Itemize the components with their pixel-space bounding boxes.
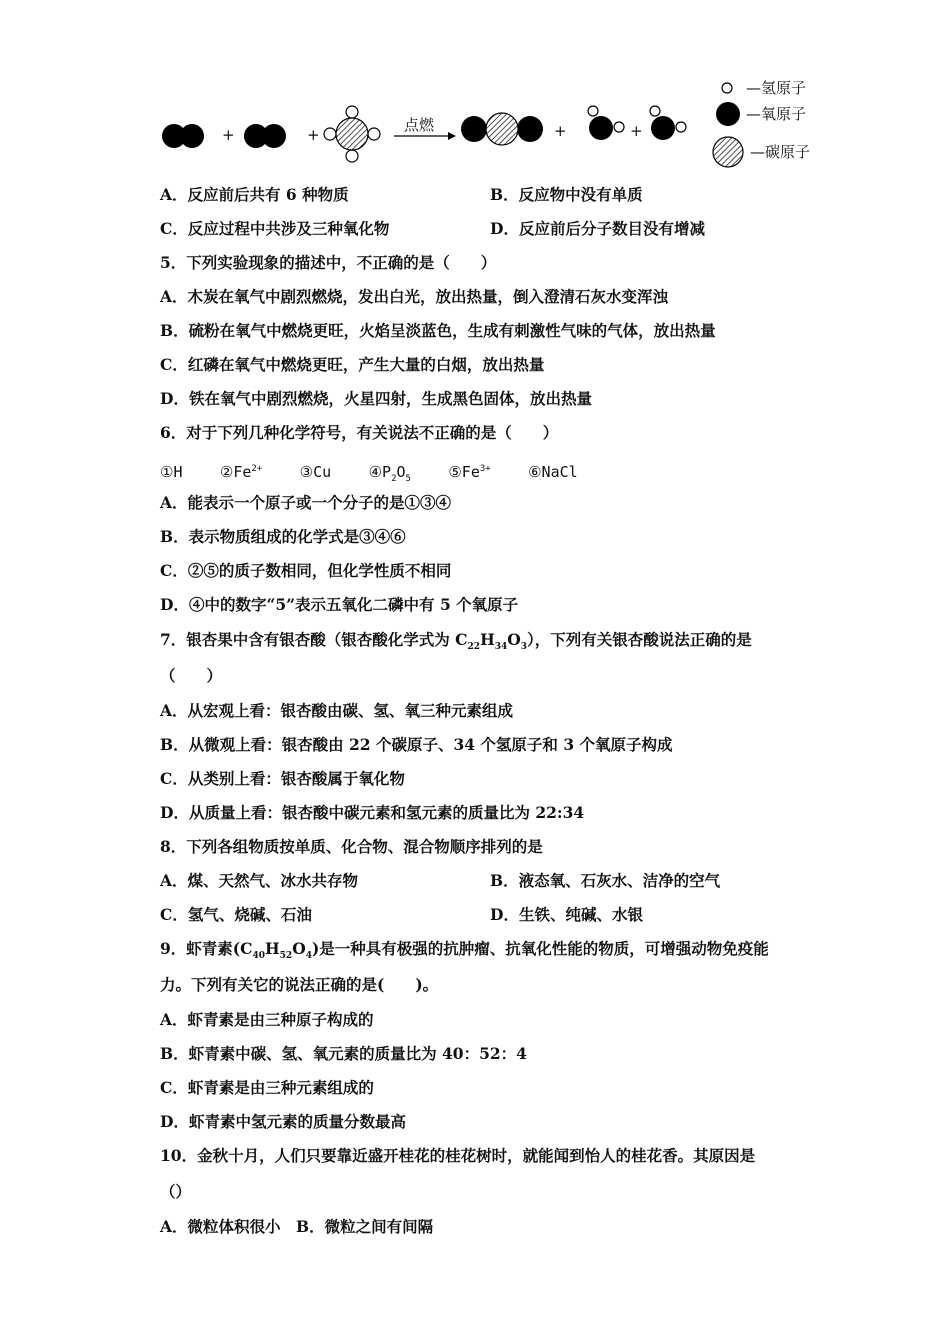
oxygen-molecule-1: [162, 124, 204, 148]
q6-option-b: B．表示物质组成的化学式是③④⑥: [160, 527, 406, 546]
legend-oxygen: [716, 102, 806, 126]
symbol-6: ⑥NaCl: [528, 463, 578, 481]
water-molecule-2: [650, 106, 686, 140]
q9-option-c: C．虾青素是由三种元素组成的: [160, 1078, 374, 1097]
svg-text:—碳原子: —碳原子: [750, 143, 811, 161]
q6-stem: 6．对于下列几种化学符号，有关说法不正确的是（ ）: [160, 423, 559, 442]
q8-stem: 8．下列各组物质按单质、化合物、混合物顺序排列的是: [160, 837, 543, 856]
q7-option-a: A．从宏观上看：银杏酸由碳、氢、氧三种元素组成: [160, 701, 514, 720]
methane-molecule: [324, 106, 380, 162]
arrow-condition-label: 点燃: [404, 116, 435, 134]
q6-option-a: A．能表示一个原子或一个分子的是①③④: [160, 493, 452, 512]
q9-stem-line2: 力。下列有关它的说法正确的是( )。: [160, 975, 439, 994]
q9-option-a: A．虾青素是由三种原子构成的: [160, 1010, 374, 1029]
plus-sign-4: +: [630, 122, 643, 140]
symbol-2: $②Fe^{2+}$: [219, 463, 263, 481]
legend-carbon: [713, 137, 810, 167]
carbon-dioxide-molecule: [461, 113, 543, 145]
q5-option-b: B．硫粉在氧气中燃烧更旺，火焰呈淡蓝色，生成有刺激性气味的气体，放出热量: [160, 321, 716, 340]
q5-option-d: D．铁在氧气中剧烈燃烧，火星四射，生成黑色固体，放出热量: [160, 389, 592, 408]
q10-stem-blank: （）: [160, 1182, 192, 1201]
q8-option-d: D．生铁、纯碱、水银: [490, 905, 643, 924]
q7-stem: 7．银杏果中含有银杏酸（银杏酸化学式为 $C_{22}H_{34}O_3$），下列有关银杏酸说法正确的是: [160, 630, 752, 653]
q8-option-a: A．煤、天然气、冰水共存物: [160, 871, 359, 890]
q4-option-c: C．反应过程中共涉及三种氧化物: [160, 219, 390, 238]
symbol-3: ③Cu: [299, 463, 332, 481]
q6-symbols: [160, 458, 610, 490]
q5-option-c: C．红磷在氧气中燃烧更旺，产生大量的白烟，放出热量: [160, 355, 545, 374]
svg-text:—氢原子: —氢原子: [746, 79, 807, 97]
oxygen-molecule-2: [244, 124, 286, 148]
q7-stem-blank: （ ）: [160, 666, 223, 685]
q9-stem: 9．虾青素$(C_{40}H_{52}O_4)$是一种具有极强的抗肿瘤、抗氧化性能的物质，可增强动物免疫能: [160, 939, 769, 962]
q9-option-d: D．虾青素中氢元素的质量分数最高: [160, 1112, 406, 1131]
q7-option-c: C．从类别上看：银杏酸属于氧化物: [160, 769, 405, 788]
svg-text:—氧原子: —氧原子: [746, 105, 807, 123]
q5-stem: 5．下列实验现象的描述中，不正确的是（ ）: [160, 253, 497, 272]
q8-option-b: B．液态氧、石灰水、洁净的空气: [490, 871, 721, 890]
q9-option-b: B．虾青素中碳、氢、氧元素的质量比为 40：52：4: [160, 1044, 527, 1063]
legend-hydrogen: [722, 79, 806, 97]
q6-option-d: D．④中的数字“5”表示五氧化二磷中有 5 个氧原子: [160, 595, 519, 614]
q4-option-d: D．反应前后分子数目没有增减: [490, 219, 705, 238]
q10-options-ab: A．微粒体积很小 B．微粒之间有间隔: [160, 1217, 434, 1236]
water-molecule-1: [588, 106, 624, 140]
q4-option-a: A．反应前后共有 6 种物质: [160, 185, 349, 204]
symbol-5: $⑤Fe^{3+}$: [448, 463, 491, 481]
plus-sign-3: +: [554, 122, 567, 140]
q7-option-b: B．从微观上看：银杏酸由 22 个碳原子、34 个氢原子和 3 个氧原子构成: [160, 735, 673, 754]
reaction-diagram: [150, 74, 830, 172]
q7-option-d: D．从质量上看：银杏酸中碳元素和氢元素的质量比为 22:34: [160, 803, 585, 822]
q4-option-b: B．反应物中没有单质: [490, 185, 643, 204]
q6-option-c: C．②⑤的质子数相同，但化学性质不相同: [160, 561, 452, 580]
q5-option-a: A．木炭在氧气中剧烈燃烧，发出白光，放出热量，倒入澄清石灰水变浑浊: [160, 287, 669, 306]
plus-sign-1: +: [222, 126, 235, 144]
symbol-4: $④P_2O_5$: [368, 463, 411, 484]
q10-stem: 10．金秋十月，人们只要靠近盛开桂花的桂花树时，就能闻到怡人的桂花香。其原因是: [160, 1146, 756, 1165]
plus-sign-2: +: [307, 126, 320, 144]
q8-option-c: C．氢气、烧碱、石油: [160, 905, 312, 924]
symbol-1: ①H: [160, 463, 183, 481]
